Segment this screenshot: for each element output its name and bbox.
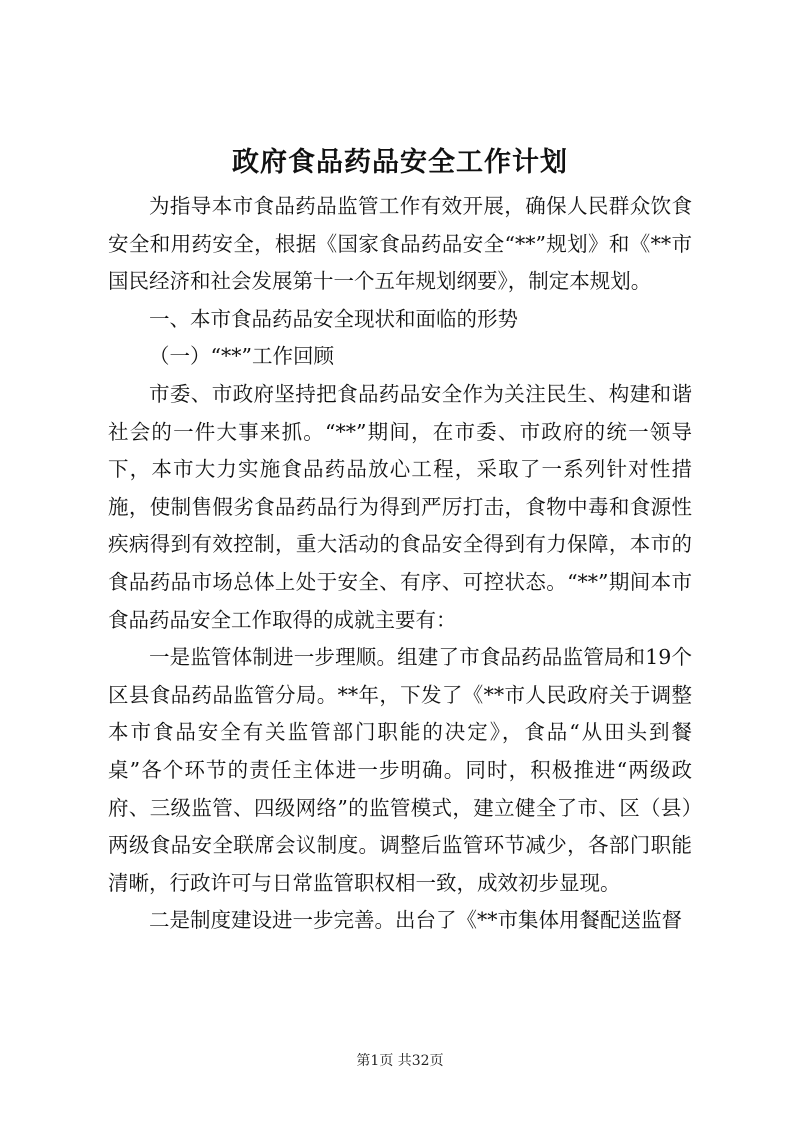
paragraph-system: 一是监管体制进一步理顺。组建了市食品药品监管局和19个区县食品药品监管分局。**年，下发了《**市人民政府关于调整本市食品安全有关监管部门职能的决定》，食品“从田头到餐桌”各个环节的责任主体进一步明确。同时，积极推进“两级政府、三级监管、四级网络”的监管模式，建立健全了市、区（县）两级食品安全联席会议制度。调整后监管环节减少，各部门职能清晰，行政许可与日常监管职权相一致，成效初步显现。 <box>108 645 692 895</box>
section-heading: 一、本市食品药品安全现状和面临的形势 <box>149 306 518 331</box>
document-body <box>108 188 692 940</box>
page-footer: 第1页 共32页 <box>356 1053 444 1069</box>
paragraph-regulation: 二是制度建设进一步完善。出台了《**市集体用餐配送监督 <box>149 908 682 933</box>
subsection-heading: （一）“**”工作回顾 <box>149 344 334 369</box>
document-title: 政府食品药品安全工作计划 <box>232 147 568 178</box>
paragraph-intro: 为指导本市食品药品监管工作有效开展，确保人民群众饮食安全和用药安全，根据《国家食品药品安全“**”规划》和《**市国民经济和社会发展第十一个五年规划纲要》，制定本规划。 <box>108 194 692 294</box>
paragraph-review: 市委、市政府坚持把食品药品安全作为关注民生、构建和谐社会的一件大事来抓。“**”期间，在市委、市政府的统一领导下，本市大力实施食品药品放心工程，采取了一系列针对性措施，使制售假劣食品药品行为得到严厉打击，食物中毒和食源性疾病得到有效控制，重大活动的食品安全得到有力保障，本市的食品药品市场总体上处于安全、有序、可控状态。“**”期间本市食品药品安全工作取得的成就主要有： <box>108 381 692 632</box>
